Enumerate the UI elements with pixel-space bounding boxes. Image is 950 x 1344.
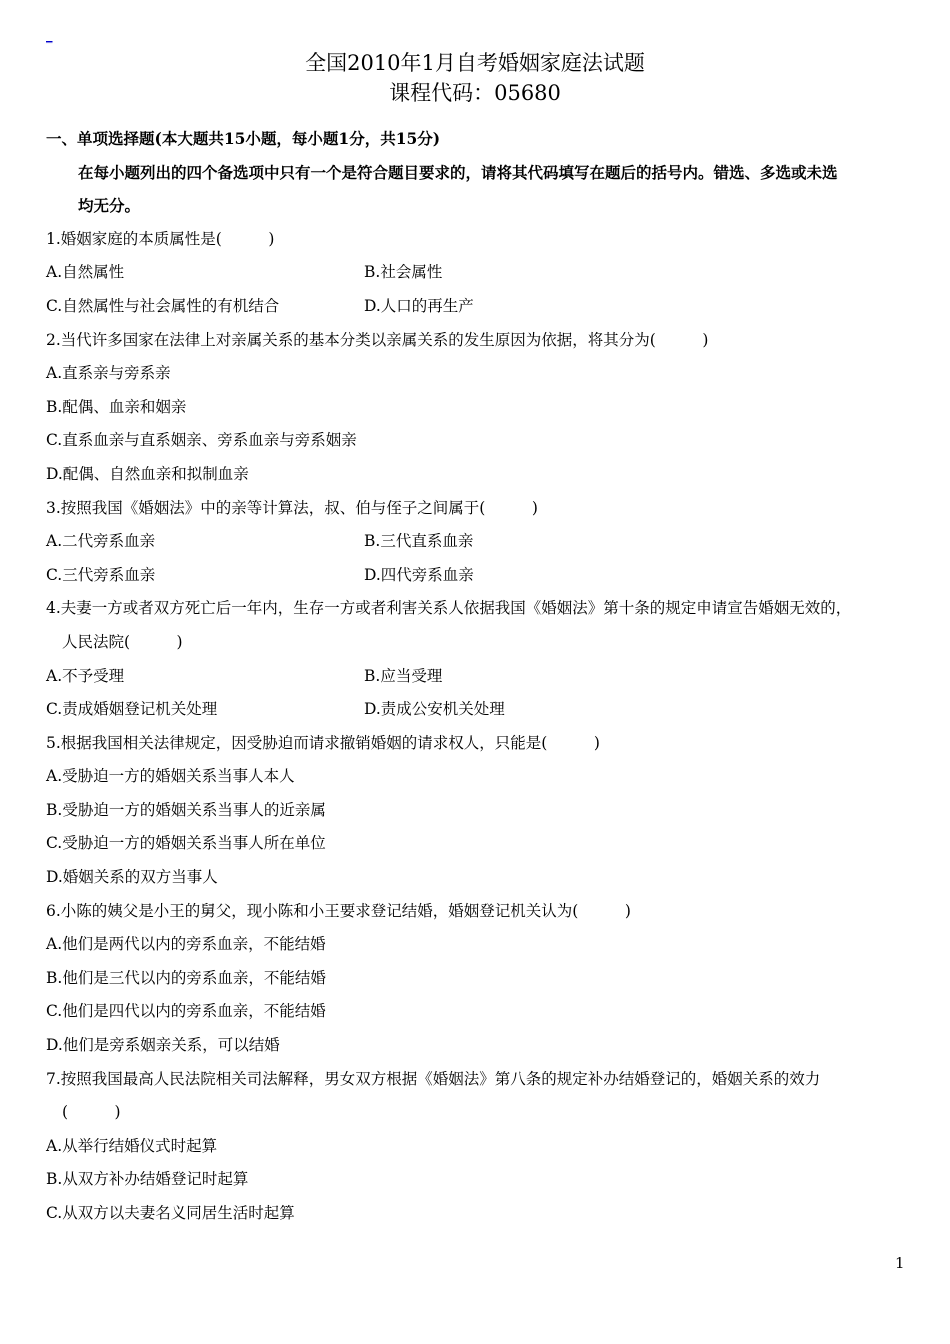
question-3-option-b: B.三代直系血亲 <box>364 532 474 551</box>
question-7-stem: 7.按照我国最高人民法院相关司法解释，男女双方根据《婚姻法》第八条的规定补办结婚登记的，婚姻关系的效力 <box>46 1069 821 1088</box>
question-4-option-a: A.不予受理 <box>46 666 125 685</box>
section-instruction-line-2: 均无分。 <box>78 196 141 216</box>
page-number: 1 <box>895 1254 905 1272</box>
question-4-option-b: B.应当受理 <box>364 666 443 685</box>
corner-mark[interactable]: _ <box>46 29 53 44</box>
question-6-option-c: C.他们是四代以内的旁系血亲，不能结婚 <box>46 1002 326 1021</box>
question-2-option-d: D.配偶、自然血亲和拟制血亲 <box>46 464 249 483</box>
question-2-option-b: B.配偶、血亲和姻亲 <box>46 397 187 416</box>
question-5-option-c: C.受胁迫一方的婚姻关系当事人所在单位 <box>46 834 326 853</box>
question-1-option-a: A.自然属性 <box>46 263 125 282</box>
question-6-stem: 6.小陈的姨父是小王的舅父，现小陈和小王要求登记结婚，婚姻登记机关认为( ) <box>46 901 631 920</box>
question-3-stem: 3.按照我国《婚姻法》中的亲等计算法，叔、伯与侄子之间属于( ) <box>46 498 538 517</box>
question-4-stem: 4.夫妻一方或者双方死亡后一年内，生存一方或者利害关系人依据我国《婚姻法》第十条的规定申请宣告婚姻无效的， <box>46 599 852 618</box>
question-7-stem-continued: ( ) <box>62 1103 121 1122</box>
question-1-option-b: B.社会属性 <box>364 263 443 282</box>
question-3-options-row-2 <box>46 559 916 593</box>
question-1-option-d: D.人口的再生产 <box>364 296 474 315</box>
title-block <box>0 48 950 108</box>
question-5-option-b: B.受胁迫一方的婚姻关系当事人的近亲属 <box>46 800 326 819</box>
course-code: 课程代码：05680 <box>389 81 561 105</box>
question-3-option-c: C.三代旁系血亲 <box>46 565 156 584</box>
question-7-option-a: A.从举行结婚仪式时起算 <box>46 1136 218 1155</box>
question-1-option-c: C.自然属性与社会属性的有机结合 <box>46 296 280 315</box>
question-1-stem: 1.婚姻家庭的本质属性是( ) <box>46 229 275 248</box>
question-5-option-a: A.受胁迫一方的婚姻关系当事人本人 <box>46 767 295 786</box>
question-4-stem-continued: 人民法院( ) <box>62 632 183 651</box>
question-4-options-row-1 <box>46 660 916 694</box>
page-title: 全国2010年1月自考婚姻家庭法试题 <box>305 51 645 75</box>
exam-content <box>46 122 916 1231</box>
question-3-option-a: A.二代旁系血亲 <box>46 532 156 551</box>
question-2-option-a: A.直系亲与旁系亲 <box>46 364 171 383</box>
question-2-stem: 2.当代许多国家在法律上对亲属关系的基本分类以亲属关系的发生原因为依据，将其分为( ) <box>46 330 709 349</box>
question-4-options-row-2 <box>46 693 916 727</box>
question-7-option-b: B.从双方补办结婚登记时起算 <box>46 1170 249 1189</box>
section-instruction-line-1: 在每小题列出的四个备选项中只有一个是符合题目要求的，请将其代码填写在题后的括号内。错选、多选或未选 <box>78 162 838 182</box>
question-6-option-d: D.他们是旁系姻亲关系，可以结婚 <box>46 1036 280 1055</box>
section-heading: 一、单项选择题(本大题共15小题，每小题1分，共15分) <box>46 129 441 148</box>
question-4-option-d: D.责成公安机关处理 <box>364 700 505 719</box>
question-6-option-a: A.他们是两代以内的旁系血亲，不能结婚 <box>46 935 326 954</box>
question-4-option-c: C.责成婚姻登记机关处理 <box>46 700 218 719</box>
question-5-stem: 5.根据我国相关法律规定，因受胁迫而请求撤销婚姻的请求权人，只能是( ) <box>46 733 600 752</box>
question-1-options-row-1 <box>46 256 916 290</box>
question-3-option-d: D.四代旁系血亲 <box>364 565 474 584</box>
question-6-option-b: B.他们是三代以内的旁系血亲，不能结婚 <box>46 968 326 987</box>
question-3-options-row-1 <box>46 525 916 559</box>
question-5-option-d: D.婚姻关系的双方当事人 <box>46 868 218 887</box>
question-2-option-c: C.直系血亲与直系姻亲、旁系血亲与旁系姻亲 <box>46 431 357 450</box>
question-7-option-c: C.从双方以夫妻名义同居生活时起算 <box>46 1204 295 1222</box>
question-1-options-row-2 <box>46 290 916 324</box>
